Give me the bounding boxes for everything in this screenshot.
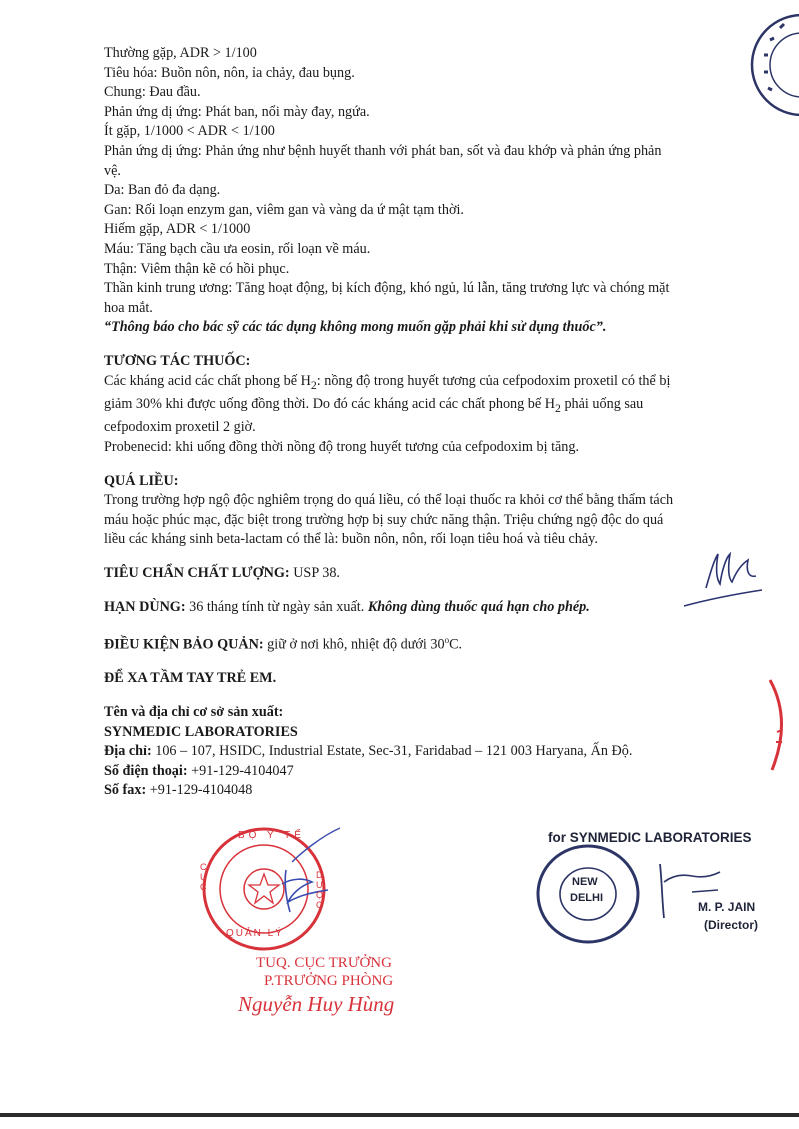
adr-text: Da: Ban đỏ đa dạng. xyxy=(104,182,221,199)
overdose-text: liều các kháng sinh beta-lactam có thể là: buồn nôn, nôn, rối loạn tiêu hoá và tiêu chảy. xyxy=(104,531,598,548)
overdose-heading: QUÁ LIỀU: xyxy=(104,472,179,489)
manufacturer-heading: Tên và địa chỉ cơ sở sản xuất: xyxy=(104,704,284,721)
stamp-arc-left-text: CỤC xyxy=(200,862,207,892)
overdose-text: máu hoặc phúc mạc, đặc biệt trong trường hợp bị suy chức năng thận. Triệu chứng ngộ độc do quá xyxy=(104,511,664,528)
storage: ĐIỀU KIỆN BẢO QUẢN: giữ ở nơi khô, nhiệt độ dưới 30$^o$C. xyxy=(104,635,463,653)
interaction-heading: TƯƠNG TÁC THUỐC: xyxy=(104,352,251,369)
interaction-text: giảm 30% khi được uống đồng thời. Do đó các kháng acid các chất phong bế $H_2$ phải uống sau xyxy=(104,395,644,415)
interaction-text: Các kháng acid các chất phong bế $H_2$: nồng độ trong huyết tương của cefpodoxim proxetil có thể bị xyxy=(104,372,671,392)
adr-rare-heading: Hiếm gặp, ADR < 1/1000 xyxy=(104,221,251,238)
lab-stamp-delhi: DELHI xyxy=(570,892,603,904)
keep-away-children: ĐỂ XA TẦM TAY TRẺ EM. xyxy=(104,670,277,687)
partial-lab-stamp-top-right xyxy=(740,10,799,120)
signer-name: Nguyễn Huy Hùng xyxy=(238,992,395,1016)
director-title: (Director) xyxy=(704,918,759,932)
adr-text: Phản ứng dị ứng: Phản ứng như bệnh huyết thanh với phát ban, sốt và đau khớp và phản ứng phản xyxy=(104,142,662,159)
adr-text: Phản ứng dị ứng: Phát ban, nổi mày đay, ngứa. xyxy=(104,103,370,120)
adr-common-heading: Thường gặp, ADR > 1/100 xyxy=(104,45,257,61)
lab-header: for SYNMEDIC LABORATORIES xyxy=(548,830,752,845)
signer-title-2: P.TRƯỞNG PHÒNG xyxy=(264,973,394,989)
signer-title-1: TUQ. CỤC TRƯỞNG xyxy=(256,955,392,971)
overdose-text: Trong trường hợp ngộ độc nghiêm trọng do quá liều, có thể loại thuốc ra khỏi cơ thể bằng thẩm tách xyxy=(104,492,674,509)
lab-stamp-new: NEW xyxy=(572,876,598,888)
director-name: M. P. JAIN xyxy=(698,900,756,914)
adr-notice: “Thông báo cho bác sỹ các tác dụng không mong muốn gặp phải khi sử dụng thuốc”. xyxy=(104,319,607,336)
stamp-arc-right-text: DƯỢC xyxy=(316,870,324,910)
adr-text: Chung: Đau đầu. xyxy=(104,84,201,101)
adr-uncommon-heading: Ít gặp, 1/1000 < ADR < 1/100 xyxy=(104,123,275,140)
leaflet-body xyxy=(104,44,764,801)
manufacturer-fax: Số fax: +91-129-4104048 xyxy=(104,782,253,799)
bottom-border xyxy=(0,1113,799,1117)
interaction-text: Probenecid: khi uống đồng thời nồng độ trong huyết tương của cefpodoxim bị tăng. xyxy=(104,438,580,455)
adr-text: vệ. xyxy=(104,162,121,179)
manufacturer-phone: Số điện thoại: +91-129-4104047 xyxy=(104,762,294,779)
adr-text: Tiêu hóa: Buồn nôn, nôn, ỉa chảy, đau bụng. xyxy=(104,64,355,81)
quality-standard: TIÊU CHẨN CHẤT LƯỢNG: USP 38. xyxy=(104,564,340,581)
adr-text: Gan: Rối loạn enzym gan, viêm gan và vàng da ứ mật tạm thời. xyxy=(104,201,464,218)
manufacturer-address: Địa chỉ: 106 – 107, HSIDC, Industrial Estate, Sec-31, Faridabad – 121 003 Haryana, Ấn Độ. xyxy=(104,743,633,760)
stamp-top-text: BỘ Y TẾ xyxy=(238,830,305,841)
adr-text: Máu: Tăng bạch cầu ưa eosin, rối loạn về máu. xyxy=(104,240,371,257)
expiry: HẠN DÙNG: 36 tháng tính từ ngày sản xuất. Không dùng thuốc quá hạn cho phép. xyxy=(104,598,590,615)
stamp-arc-bottom-text: QUẢN LÝ xyxy=(226,928,284,939)
reviewer-signature-icon xyxy=(676,548,766,612)
partial-red-stamp-right xyxy=(762,660,799,780)
adr-text: Thận: Viêm thận kẽ có hồi phục. xyxy=(104,260,290,277)
interaction-text: cefpodoxim proxetil 2 giờ. xyxy=(104,419,256,436)
manufacturer-name: SYNMEDIC LABORATORIES xyxy=(104,723,298,740)
adr-text: Thần kinh trung ương: Tăng hoạt động, bị kích động, khó ngủ, lú lẫn, tăng trương lực và chóng mặt xyxy=(104,280,670,297)
adr-text: hoa mắt. xyxy=(104,299,153,316)
